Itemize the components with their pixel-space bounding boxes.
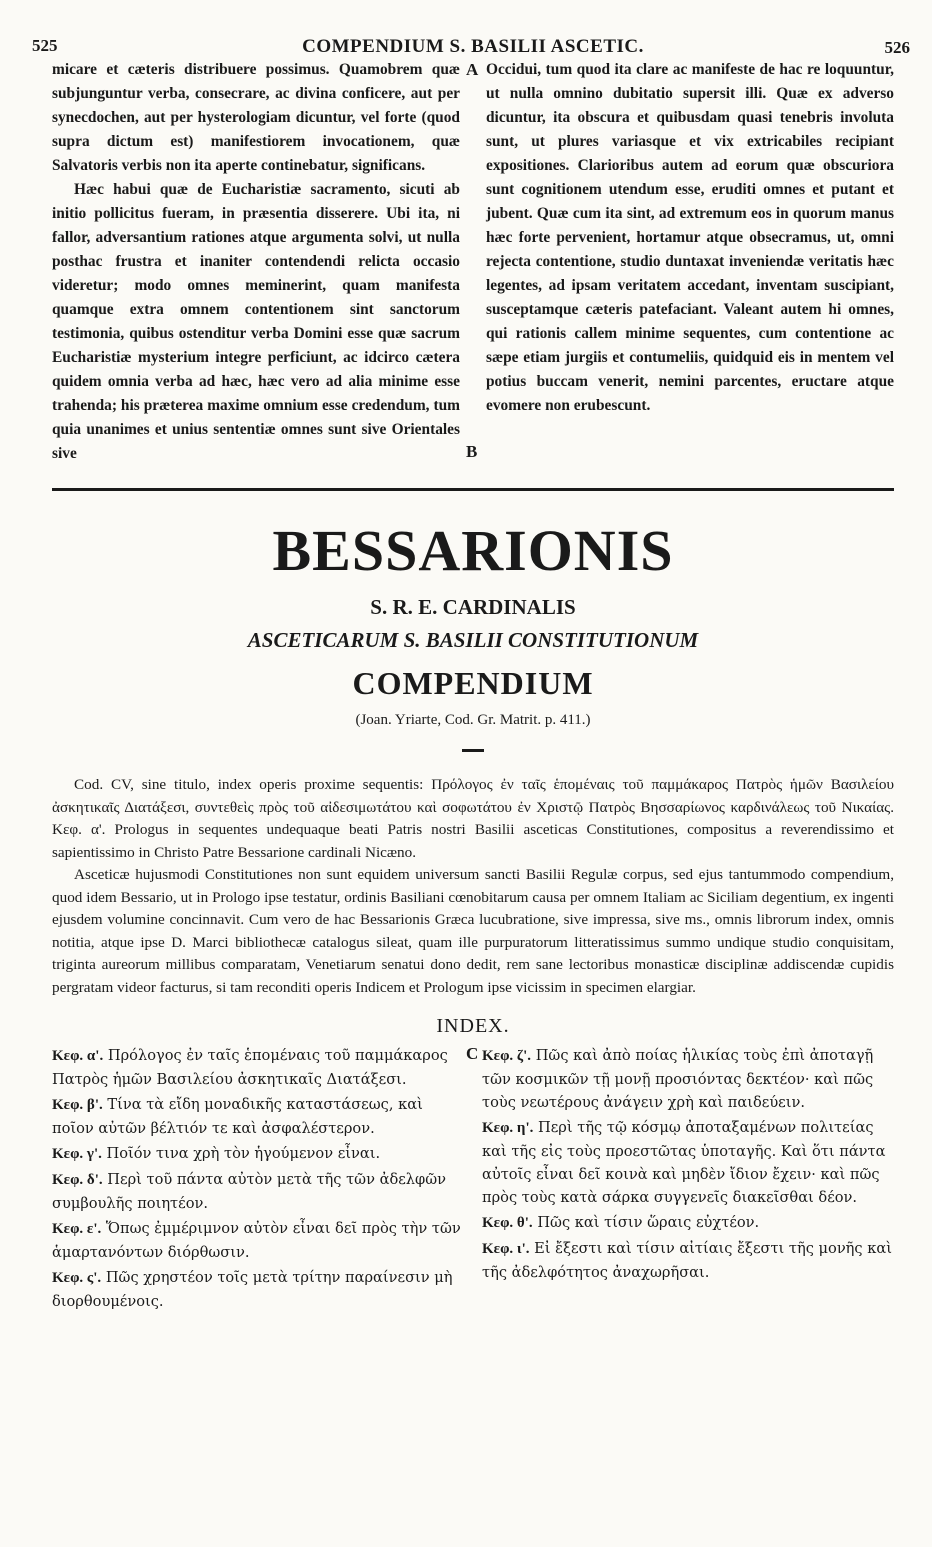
index-entry [482,1044,894,1114]
short-rule [462,749,484,752]
index-entry [52,1044,464,1091]
index-entry-label: Κεφ. η'. [482,1120,534,1136]
index-entry [52,1217,464,1264]
page-number-left: 525 [32,36,58,55]
source-citation: (Joan. Yriarte, Cod. Gr. Matrit. p. 411.) [355,712,591,728]
index-entry-text: Ὅπως ἐμμέριμνον αὐτὸν εἶναι δεῖ πρὸς τὴν τῶν ἁμαρτανόντων διόρθωσιν. [52,1220,461,1261]
subtitle-asceticarum: ASCETICARUM S. BASILII CONSTITUTIONUM [247,628,699,652]
index-entry-text: Ποῖόν τινα χρὴ τὸν ἡγούμενον εἶναι. [106,1145,381,1162]
main-title: BESSARIONIS [272,518,674,583]
index-entry-text: Πῶς χρηστέον τοῖς μετὰ τρίτην παραίνεσιν μὴ διορθουμένοις. [52,1269,453,1310]
margin-marker-c: C [466,1044,479,1063]
index-entry-label: Κεφ. β'. [52,1097,103,1113]
margin-marker-b: B [466,442,478,461]
index-heading: INDEX. [436,1015,510,1037]
running-head [32,30,910,58]
right-column [472,58,894,466]
index-columns [52,1044,894,1315]
page [32,30,910,1530]
index-entry [482,1116,894,1209]
index-entry-label: Κεφ. ε'. [52,1221,102,1237]
index-entry-label: Κεφ. ζ'. [482,1048,532,1064]
left-column [52,58,460,466]
index-entry-label: Κεφ. θ'. [482,1215,533,1231]
index-entry-label: Κεφ. ι'. [482,1241,530,1257]
index-entry-text: Πῶς καὶ ἀπὸ ποίας ἡλικίας τοὺς ἐπὶ ἀποταγῇ τῶν κοσμικῶν τῇ μονῇ προσιόντας δεκτέον· καὶ πῶς τοὺς νεωτέρους ἀνάγειν χρὴ καὶ παιδεύειν. [482,1047,874,1111]
index-entry [52,1093,464,1140]
index-entry-label: Κεφ. α'. [52,1048,104,1064]
index-entry-label: Κεφ. δ'. [52,1172,103,1188]
left-paragraph-1: micare et cæteris distribuere possimus. Quamobrem quæ subjunguntur verba, consecrare, ac divina conficere, aut per synecdochen, aut per hysterologiam dicuntur, vel forte (quod supra dictum est) manifestiorem invocationem, quæ Salvatoris verbis non ita aperte continebatur, significans. [52,61,460,174]
index-entry-text: Περὶ τῆς τῷ κόσμῳ ἀποταξαμένων πολιτείας καὶ τῆς εἰς τοὺς προεστῶτας ὑποταγῆς. Καὶ ὅτι πάντα αὐτοῖς εἶναι δεῖ κοινὰ καὶ μηδὲν ἴδιον ἔχειν· καὶ πῶς πρὸς τοὺς κατὰ σάρκα συγγενεῖς διακεῖσθαι δέον. [482,1119,886,1206]
left-paragraph-2: Hæc habui quæ de Eucharistiæ sacramento, sicuti ab initio pollicitus fueram, in præsentia disserere. Ubi ita, ni fallor, adversantium rationes atque argumenta solvi, ut nulla posthac frustra et inaniter contendendi relicta occasio videretur; modo omnes meminerint, quam manifesta quamque extra omnem contentionem sint sanctorum testimonia, quibus ostenditur verba Domini esse quæ sacrum Eucharistiæ mysterium integre perficiunt, ac idcirco cætera quidem omnia verba ad hæc, hæc vero ad alia minime esse trahenda; his præterea maxime omnium esse credendum, tum quia unanimes et unius sententiæ omnes sunt sive Orientales sive [52,181,460,462]
top-columns [52,58,894,466]
index-entry [482,1211,894,1235]
index-entry-label: Κεφ. ς'. [52,1270,102,1286]
index-entry-text: Τίνα τὰ εἴδη μοναδικῆς καταστάσεως, καὶ ποῖον αὐτῶν βέλτιόν τε καὶ ἀσφαλέστερον. [52,1096,423,1137]
body-paragraph-2: Asceticæ hujusmodi Constitutiones non sunt equidem universum sancti Basilii Regulæ corpus, sed ejus tantummodo compendium, quod idem Bessario, ut in Prologo ipse testatur, ordinis Basiliani cœnobitarum causa per omnem Italiam ac Siciliam degentium, ex ingenti ejusdem volumine concinnavit. Cum vero de hac Bessarionis Græca lucubratione, sive impressa, sive ms., omnis librorum index, omnis notitia, atque ipse D. Marci bibliothecæ catalogus sileat, quam ille purpuratorum litteratissimus summo undique studio conquisitam, triginta aureorum millibus comparatam, Venetiarum senatui dono dedit, rem sane lectoribus monasticæ disciplinæ addiscendæ cupidis pergratam videor facturus, si tam reconditi operis Indicem et Prologum ipse vicissim in specimen elargiar. [52,866,894,996]
index-entry [52,1266,464,1313]
section-divider [52,488,894,491]
index-entry-text: Πῶς καὶ τίσιν ὥραις εὐχτέον. [537,1214,760,1231]
body-paragraph-1: Cod. CV, sine titulo, index operis proxime sequentis: Πρόλογος ἐν ταῖς ἑπομέναις τοῦ παμμάκαρος Πατρὸς ἡμῶν Βασιλείου ἀσκητικαῖς Διατάξεσι, συντεθεὶς πρὸς τοῦ αἰδεσιμωτάτου καὶ σοφωτάτου ἐν Χριστῷ Πατρὸς Βησσαρίωνος καρδινάλεως τοῦ Νικαίας. Κεφ. α'. Prologus in sequentes undequaque beati Patris nostri Basilii asceticas Constitutiones, compositus a reverendissimo et sapientissimo in Christo Patre Bessarione cardinali Nicæno. [52,776,894,861]
subtitle-compendium: COMPENDIUM [352,665,594,701]
index-left-column [52,1044,464,1315]
index-entry-text: Πρόλογος ἐν ταῖς ἑπομέναις τοῦ παμμάκαρος Πατρὸς ἡμῶν Βασιλείου ἀσκητικαῖς Διατάξεσι. [52,1047,448,1088]
subtitle-cardinalis: S. R. E. CARDINALIS [370,595,576,619]
index-entry-label: Κεφ. γ'. [52,1146,102,1162]
index-entry [52,1142,464,1166]
index-entry-text: Περὶ τοῦ πάντα αὐτὸν μετὰ τῆς τῶν ἀδελφῶν συμβουλῆς ποιητέον. [52,1171,447,1212]
index-entry [52,1168,464,1215]
index-entry-text: Εἰ ἔξεστι καὶ τίσιν αἰτίαις ἔξεστι τῆς μονῆς καὶ τῆς ἀδελφότητος ἀναχωρῆσαι. [482,1240,892,1281]
index-entry [482,1237,894,1284]
page-number-right: 526 [884,38,910,57]
index-right-column [482,1044,894,1315]
right-paragraph-1: Occidui, tum quod ita clare ac manifeste de hac re loquuntur, ut nulla omnino dubitatio supersit illi. Quæ ex adverso dicuntur, ita obscura et quibusdam quasi tenebris involuta sunt, ut plures variasque et vix extricabiles recipiant expositiones. Clarioribus autem ad eorum quæ obscuriora sunt cognitionem utendum esse, eruditi omnes et putant et jubent. Quæ cum ita sint, ad extremum eos in quorum manus hæc forte pervenient, hortamur atque obsecramus, ut, omni rejecta contentione, studio duntaxat inveniendæ veritatis hæc legentes, ad ipsam veritatem accedant, inventam suscipiant, susceptamque cæteris patefaciant. Valeant autem hi omnes, qui rationis callem minime sequentes, cum contentione ac sæpe etiam jurgiis et contumeliis, quidquid eis in mentem vel potius buccam venerit, nemini parcentes, eructare atque evomere non erubescunt. [486,61,894,414]
running-title: COMPENDIUM S. BASILII ASCETIC. [302,36,644,57]
margin-marker-a: A [466,60,479,79]
